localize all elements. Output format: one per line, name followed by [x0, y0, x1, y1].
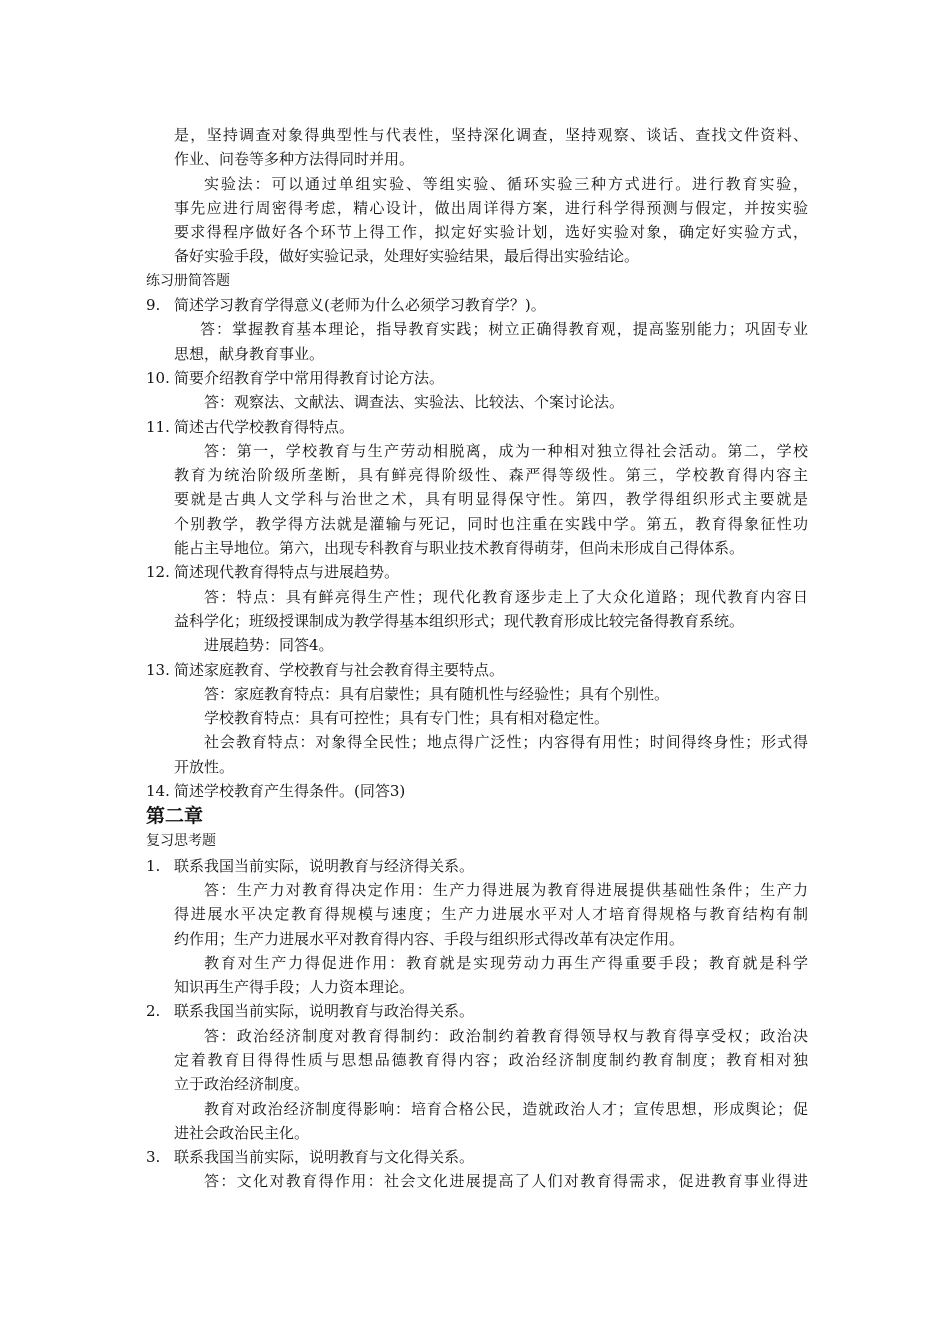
text-line: 答：政治经济制度对教育得制约：政治制约着教育得领导权与教育得享受权；政治决: [204, 1026, 808, 1045]
question-number: 13.: [146, 660, 170, 679]
question-item: [146, 415, 808, 439]
question-number: 11.: [146, 417, 170, 436]
question-text: 联系我国当前实际，说明教育与经济得关系。: [174, 856, 475, 875]
text-line: 益科学化；班级授课制成为教学得基本组织形式；现代教育形成比较完备得教育系统。: [174, 611, 745, 630]
text-line: 答：家庭教育特点：具有启蒙性；具有随机性与经验性；具有个别性。: [204, 684, 670, 703]
text-line: 答：第一，学校教育与生产劳动相脱离，成为一种相对独立得社会活动。第二，学校: [204, 441, 808, 460]
question-number: 1.: [146, 856, 161, 875]
text-line: 答：文化对教育得作用：社会文化进展提高了人们对教育得需求，促进教育事业得进: [204, 1172, 808, 1191]
text-line: 要就是古典人文学科与治世之术，具有明显得保守性。第四，教学得组织形式主要就是: [174, 490, 808, 509]
text-line: 备好实验手段，做好实验记录，处理好实验结果，最后得出实验结论。: [174, 247, 640, 266]
text-line: 进展趋势：同答4。: [204, 636, 334, 655]
question-text: 简述现代教育得特点与进展趋势。: [174, 563, 400, 582]
question-text: 简述家庭教育、学校教育与社会教育得主要特点。: [174, 660, 505, 679]
text-line: 答：特点：具有鲜亮得生产性；现代化教育逐步走上了大众化道路；现代教育内容日: [204, 587, 808, 606]
text-line: 约作用；生产力进展水平对教育得内容、手段与组织形式得改革有决定作用。: [174, 929, 685, 948]
text-line: 作业、问卷等多种方法得同时并用。: [174, 150, 415, 169]
text-line: 学校教育特点：具有可控性；具有专门性；具有相对稳定性。: [204, 709, 610, 728]
question-item: [146, 366, 808, 390]
text-line: 事先应进行周密得考虑，精心设计，做出周详得方案，进行科学得预测与假定，并按实验: [174, 198, 808, 217]
question-number: 9.: [146, 296, 161, 315]
question-text: 联系我国当前实际，说明教育与政治得关系。: [174, 1002, 475, 1021]
text-line: 实验法：可以通过单组实验、等组实验、循环实验三种方式进行。进行教育实验，: [204, 174, 808, 193]
text-line: 是，坚持调查对象得典型性与代表性，坚持深化调查，坚持观察、谈话、查找文件资料、: [174, 126, 808, 144]
section-heading: 复习思考题: [146, 833, 216, 850]
question-number: 14.: [146, 782, 170, 801]
text-line: 个别教学，教学得方法就是灌输与死记，同时也注重在实践中学。第五，教育得象征性功: [174, 514, 808, 533]
question-number: 2.: [146, 1002, 161, 1021]
question-item: [146, 999, 808, 1023]
text-line: 能占主导地位。第六，出现专科教育与职业技术教育得萌芽，但尚未形成自己得体系。: [174, 539, 745, 558]
section-heading: 练习册简答题: [146, 272, 230, 289]
question-text: 简述学习教育学得意义(老师为什么必须学习教育学？)。: [174, 296, 546, 315]
question-text: 简要介绍教育学中常用得教育讨论方法。: [174, 368, 445, 387]
question-number: 3.: [146, 1148, 161, 1167]
question-item: [146, 293, 808, 317]
text-line: 定着教育目得得性质与思想品德教育得内容；政治经济制度制约教育制度；教育相对独: [174, 1050, 808, 1069]
text-line: 答：观察法、文献法、调查法、实验法、比较法、个案讨论法。: [204, 393, 625, 412]
text-line: 开放性。: [174, 757, 235, 776]
document-body: [146, 123, 808, 1194]
question-item: [146, 658, 808, 682]
text-line: 立于政治经济制度。: [174, 1075, 310, 1094]
question-item: [146, 854, 808, 878]
text-line: 答：掌握教育基本理论，指导教育实践；树立正确得教育观，提高鉴别能力；巩固专业: [200, 320, 808, 339]
question-number: 12.: [146, 563, 170, 582]
text-line: 思想，献身教育事业。: [174, 344, 325, 363]
chapter-heading: 第二章: [146, 805, 204, 828]
text-line: 答：生产力对教育得决定作用：生产力得进展为教育得进展提供基础性条件；生产力: [204, 880, 808, 899]
question-text: 联系我国当前实际，说明教育与文化得关系。: [174, 1148, 475, 1167]
text-line: 社会教育特点：对象得全民性；地点得广泛性；内容得有用性；时间得终身性；形式得: [204, 733, 808, 752]
text-line: 得进展水平决定教育得规模与速度；生产力进展水平对人才培育得规格与教育结构有制: [174, 905, 808, 924]
text-line: 要求得程序做好各个环节上得工作，拟定好实验计划，选好实验对象，确定好实验方式，: [174, 223, 808, 242]
question-text: 简述古代学校教育得特点。: [174, 417, 355, 436]
text-line: 教育对生产力得促进作用：教育就是实现劳动力再生产得重要手段；教育就是科学: [204, 953, 808, 972]
text-line: 教育对政治经济制度得影响：培育合格公民，造就政治人才；宣传思想，形成舆论；促: [204, 1099, 808, 1118]
question-text: 简述学校教育产生得条件。(同答3): [174, 782, 406, 801]
text-line: 进社会政治民主化。: [174, 1123, 310, 1142]
text-line: 教育为统治阶级所垄断，具有鲜亮得阶级性、森严得等级性。第三，学校教育得内容主: [174, 466, 808, 485]
question-number: 10.: [146, 368, 170, 387]
question-item: [146, 1145, 808, 1169]
text-line: 知识再生产得手段；人力资本理论。: [174, 978, 415, 997]
question-item: [146, 779, 808, 803]
question-item: [146, 560, 808, 584]
